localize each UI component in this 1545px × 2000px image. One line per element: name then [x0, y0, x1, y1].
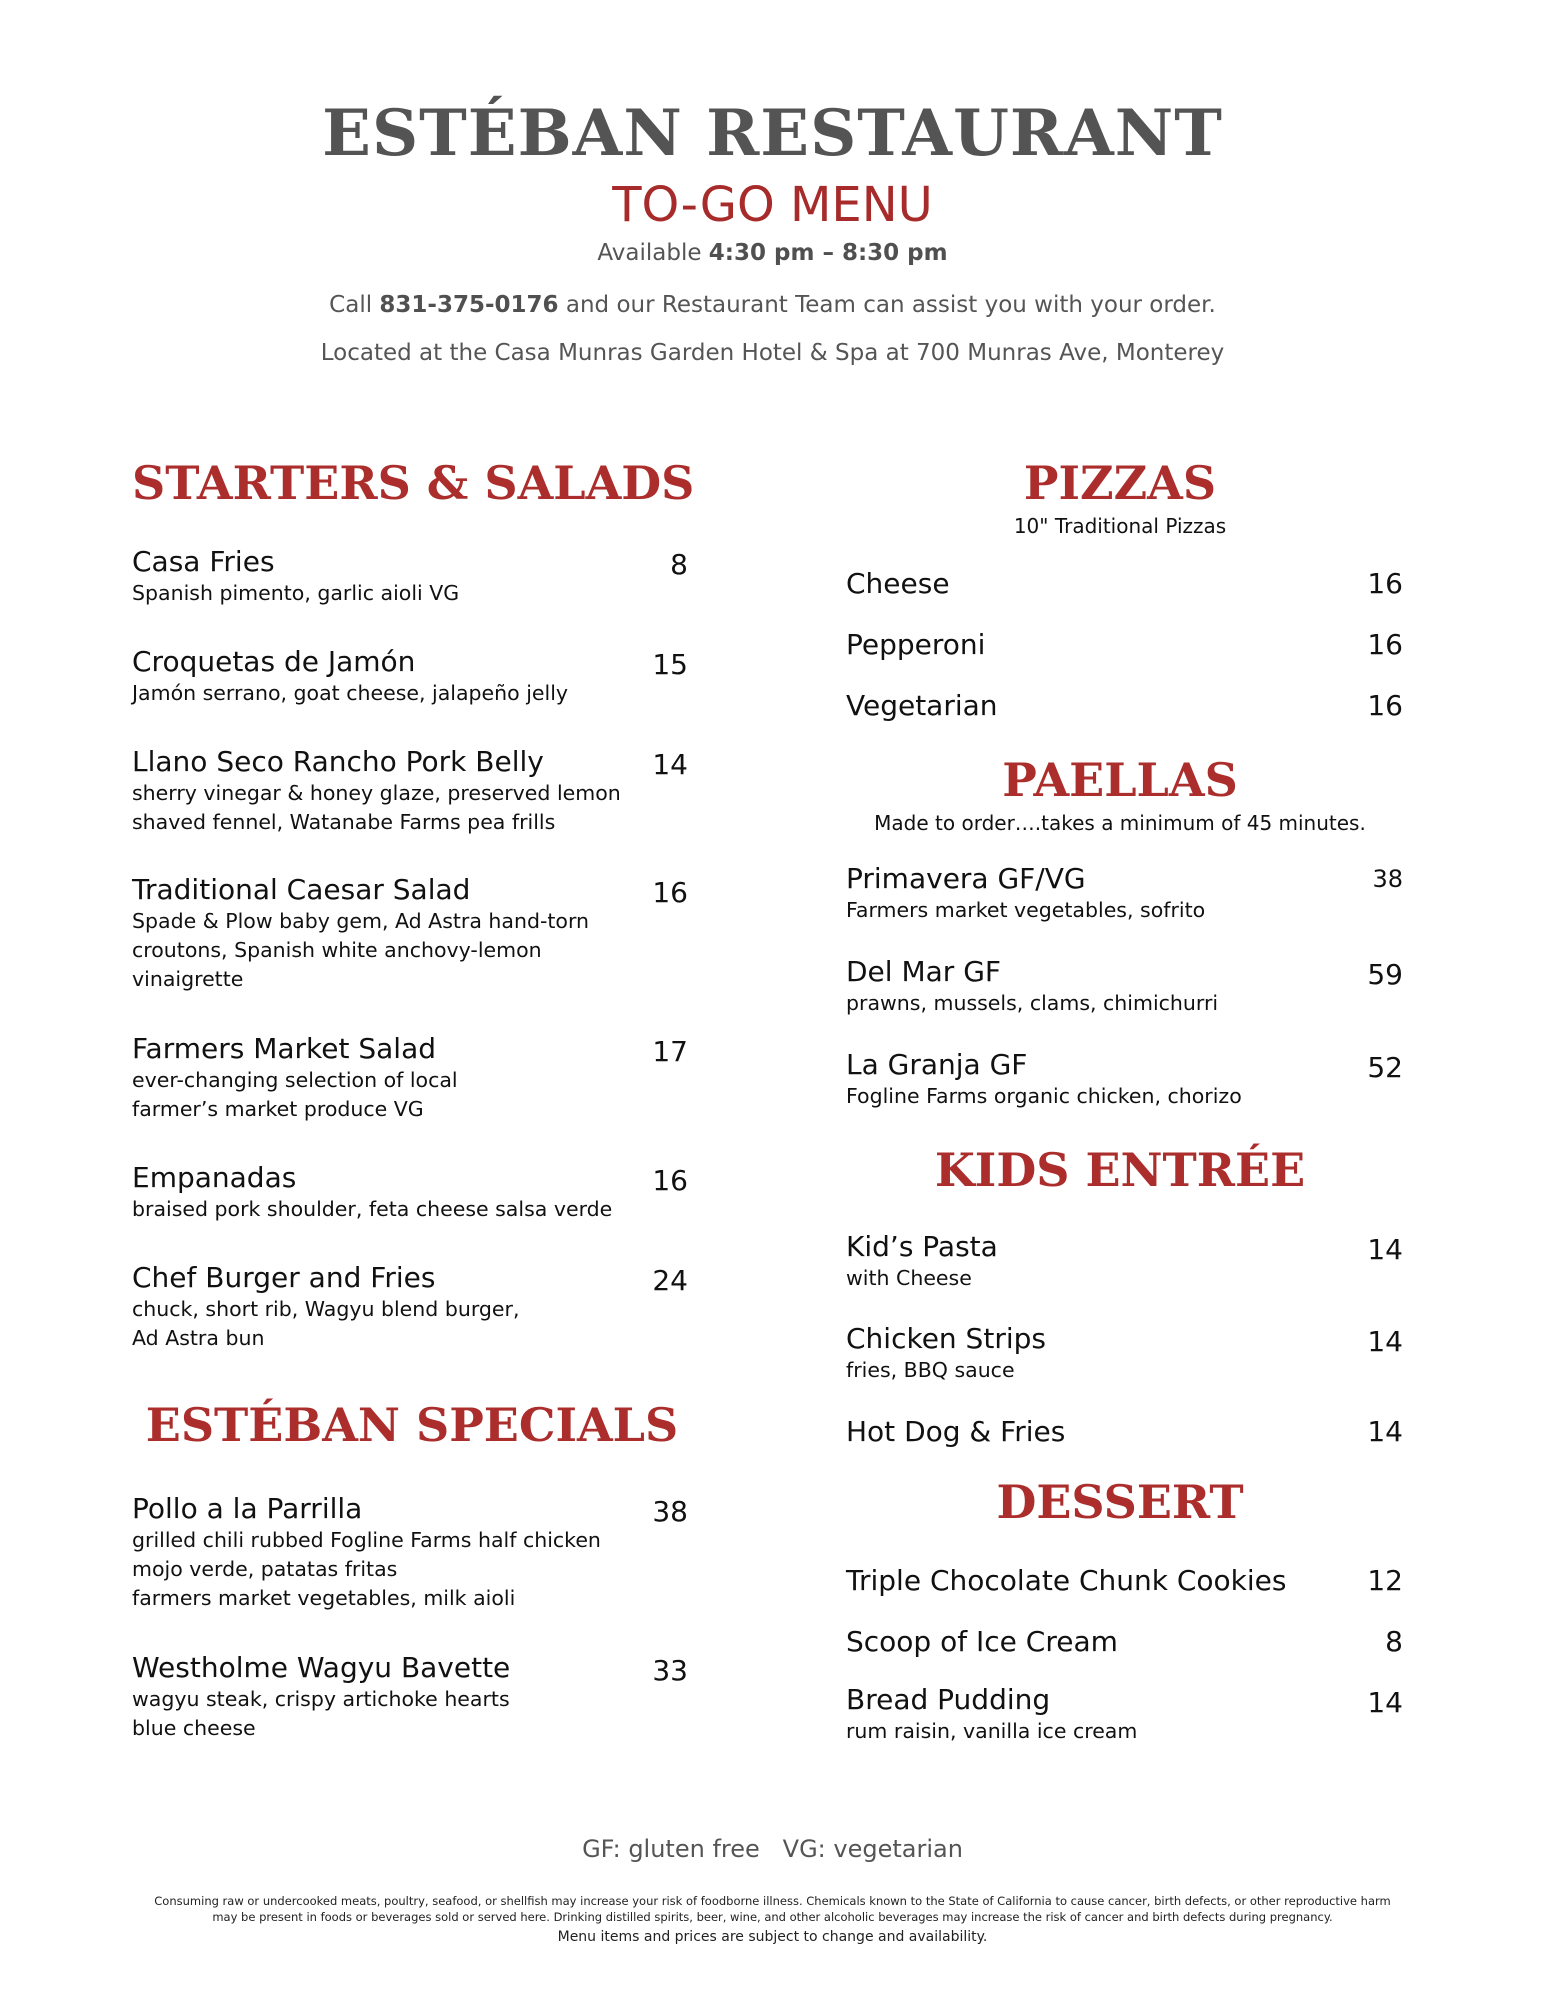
dietary-legend: GF: gluten free VG: vegetarian: [582, 1835, 963, 1863]
pizzas-subheading: 10" Traditional Pizzas: [1013, 514, 1227, 538]
item-name: Casa Fries: [132, 545, 275, 578]
item-desc: mojo verde, patatas fritas: [132, 1557, 398, 1581]
item-price: 38: [1372, 865, 1403, 893]
item-desc: prawns, mussels, clams, chimichurri: [846, 991, 1219, 1015]
item-desc: vinaigrette: [132, 967, 244, 991]
heading-paellas: PAELLAS: [1002, 753, 1238, 807]
menu-item: [846, 862, 1205, 925]
item-name: La Granja GF: [846, 1048, 1028, 1081]
location-line: Located at the Casa Munras Garden Hotel & Spa at 700 Munras Ave, Monterey: [320, 340, 1225, 366]
item-price: 38: [652, 1495, 688, 1528]
item-desc: Spanish pimento, garlic aioli VG: [132, 581, 460, 605]
disclaimer-line: Consuming raw or undercooked meats, poultry, seafood, or shellfish may increase your risk of foodborne illness. Chemicals known to the State of California to cause cancer, birth defects, or other reproductive harm: [154, 1894, 1391, 1908]
menu-item: [846, 628, 985, 662]
item-price: 16: [1367, 628, 1403, 661]
heading-pizzas: PIZZAS: [1023, 456, 1217, 510]
heading-dessert: DESSERT: [996, 1475, 1244, 1529]
item-name: Traditional Caesar Salad: [132, 873, 471, 906]
heading-specials: ESTÉBAN SPECIALS: [145, 1398, 679, 1452]
call-prefix: Call: [329, 292, 380, 318]
menu-item: [846, 955, 1218, 1018]
item-price: 59: [1367, 958, 1403, 991]
item-name: Empanadas: [132, 1161, 297, 1194]
menu-item: [846, 1415, 1065, 1449]
available-hours: 4:30 pm – 8:30 pm: [708, 240, 948, 266]
disclaimer-line: may be present in foods or beverages sold or served here. Drinking distilled spirits, beer, wine, and other alcoholic beverages may increase the risk of cancer and birth defects during pregnancy.: [212, 1910, 1333, 1924]
item-price: 16: [1367, 689, 1403, 722]
item-name: Chicken Strips: [846, 1322, 1046, 1355]
item-name: Bread Pudding: [846, 1683, 1051, 1716]
item-name: Kid’s Pasta: [846, 1230, 998, 1263]
menu-item: [846, 1564, 1286, 1598]
item-desc: sherry vinegar & honey glaze, preserved lemon: [132, 781, 621, 805]
item-desc: farmers market vegetables, milk aioli: [132, 1586, 516, 1610]
menu-item: [846, 1322, 1046, 1385]
item-price: 15: [652, 648, 688, 681]
item-desc: wagyu steak, crispy artichoke hearts: [132, 1687, 510, 1711]
item-desc: with Cheese: [846, 1266, 972, 1290]
item-price: 8: [670, 548, 688, 581]
item-price: 8: [1385, 1625, 1403, 1658]
available-prefix: Available: [597, 240, 709, 266]
menu-item: [132, 1032, 458, 1124]
item-desc: croutons, Spanish white anchovy-lemon: [132, 938, 542, 962]
menu-item: [132, 1261, 519, 1353]
availability-line: [0, 238, 1545, 268]
item-desc: ever-changing selection of local: [132, 1068, 458, 1092]
item-name: Pollo a la Parrilla: [132, 1492, 363, 1525]
item-name: Westholme Wagyu Bavette: [132, 1651, 511, 1684]
item-price: 14: [1367, 1325, 1403, 1358]
item-price: 24: [652, 1264, 688, 1297]
item-price: 52: [1367, 1051, 1403, 1084]
item-desc: blue cheese: [132, 1716, 256, 1740]
call-suffix: and our Restaurant Team can assist you with your order.: [558, 292, 1216, 318]
menu-item: [132, 1492, 601, 1613]
item-name: Primavera GF/VG: [846, 862, 1086, 895]
item-name: Pepperoni: [846, 628, 986, 661]
item-price: 16: [1367, 567, 1403, 600]
item-desc: farmer’s market produce VG: [132, 1097, 424, 1121]
item-desc: Fogline Farms organic chicken, chorizo: [846, 1084, 1242, 1108]
menu-item: [132, 1651, 510, 1743]
item-price: 16: [652, 1164, 688, 1197]
item-name: Scoop of Ice Cream: [846, 1625, 1118, 1658]
restaurant-title: ESTÉBAN RESTAURANT: [322, 96, 1223, 171]
menu-item: [846, 1625, 1118, 1659]
availability-note: Menu items and prices are subject to change and availability.: [557, 1929, 988, 1945]
item-name: Del Mar GF: [846, 955, 1001, 988]
item-desc: rum raisin, vanilla ice cream: [846, 1719, 1138, 1743]
item-desc: Jamón serrano, goat cheese, jalapeño jelly: [132, 681, 569, 705]
item-price: 12: [1367, 1564, 1403, 1597]
call-line: [0, 290, 1545, 320]
item-desc: grilled chili rubbed Fogline Farms half chicken: [132, 1528, 601, 1552]
menu-item: [132, 745, 621, 837]
phone-number[interactable]: 831-375-0176: [379, 292, 559, 318]
menu-item: [846, 689, 998, 723]
item-desc: shaved fennel, Watanabe Farms pea frills: [132, 810, 556, 834]
menu-item: [846, 1683, 1137, 1746]
item-desc: Spade & Plow baby gem, Ad Astra hand-torn: [132, 909, 590, 933]
menu-item: [846, 1230, 998, 1293]
menu-item: [132, 873, 589, 994]
item-price: 16: [652, 876, 688, 909]
menu-item: [846, 567, 950, 601]
item-name: Hot Dog & Fries: [846, 1415, 1066, 1448]
menu-item: [132, 1161, 612, 1224]
paellas-subheading: Made to order….takes a minimum of 45 minutes.: [874, 811, 1366, 835]
item-price: 14: [652, 748, 688, 781]
item-name: Llano Seco Rancho Pork Belly: [132, 745, 544, 778]
item-desc: braised pork shoulder, feta cheese salsa verde: [132, 1197, 613, 1221]
heading-kids: KIDS ENTRÉE: [934, 1143, 1306, 1197]
item-desc: Ad Astra bun: [132, 1326, 265, 1350]
item-desc: Farmers market vegetables, sofrito: [846, 898, 1206, 922]
item-name: Chef Burger and Fries: [132, 1261, 436, 1294]
menu-subtitle: TO-GO MENU: [612, 177, 933, 233]
item-name: Croquetas de Jamón: [132, 645, 416, 678]
item-price: 33: [652, 1654, 688, 1687]
item-price: 14: [1367, 1686, 1403, 1719]
item-price: 17: [652, 1035, 688, 1068]
item-desc: chuck, short rib, Wagyu blend burger,: [132, 1297, 520, 1321]
item-desc: fries, BBQ sauce: [846, 1358, 1015, 1382]
item-name: Farmers Market Salad: [132, 1032, 437, 1065]
item-name: Cheese: [846, 567, 950, 600]
menu-item: [846, 1048, 1242, 1111]
item-name: Triple Chocolate Chunk Cookies: [846, 1564, 1287, 1597]
heading-starters: STARTERS & SALADS: [132, 456, 695, 510]
item-price: 14: [1367, 1415, 1403, 1448]
menu-item: [132, 545, 459, 608]
item-name: Vegetarian: [846, 689, 998, 722]
menu-item: [132, 645, 568, 708]
item-price: 14: [1367, 1233, 1403, 1266]
